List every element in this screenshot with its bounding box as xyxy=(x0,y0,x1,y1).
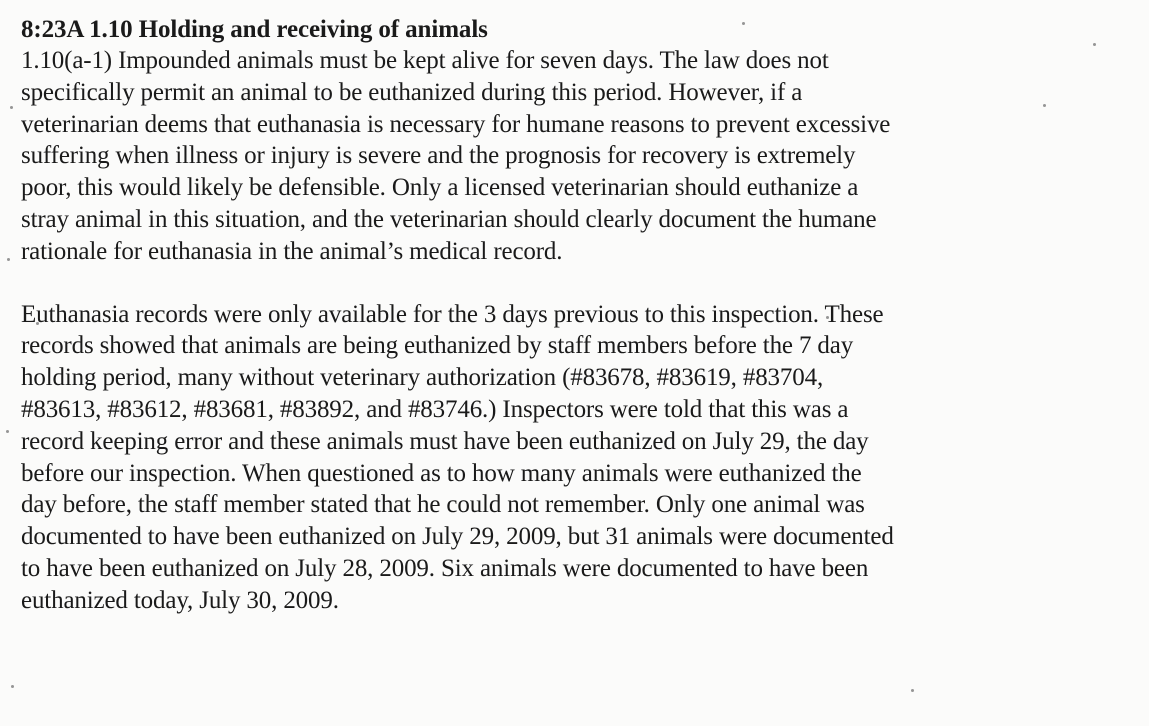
text-line: specifically permit an animal to be euthanized during this period. However, if a xyxy=(21,78,803,106)
text-line: documented to have been euthanized on July 29, 2009, but 31 animals were documented xyxy=(21,523,894,551)
text-line: records showed that animals are being euthanized by staff members before the 7 day xyxy=(21,332,854,360)
text-line: to have been euthanized on July 28, 2009. Six animals were documented to have been xyxy=(21,554,869,582)
scan-speck xyxy=(11,685,14,688)
text-line: stray animal in this situation, and the veterinarian should clearly document the humane xyxy=(21,205,877,233)
scan-speck xyxy=(7,258,10,261)
scan-speck xyxy=(911,689,914,692)
text-line: suffering when illness or injury is severe and the prognosis for recovery is extremely xyxy=(21,142,856,170)
text-line: poor, this would likely be defensible. Only a licensed veterinarian should euthanize a xyxy=(21,174,859,202)
paragraph-findings xyxy=(21,299,1139,617)
text-line: #83613, #83612, #83681, #83892, and #83746.) Inspectors were told that this was a xyxy=(21,395,849,423)
scan-speck xyxy=(10,106,13,109)
paragraph-regulation xyxy=(21,45,1139,268)
text-line: holding period, many without veterinary authorization (#83678, #83619, #83704, xyxy=(21,364,824,392)
text-line: before our inspection. When questioned as to how many animals were euthanized the xyxy=(21,459,862,487)
text-line: Euthanasia records were only available for the 3 days previous to this inspection. These xyxy=(21,300,884,328)
text-line: rationale for euthanasia in the animal’s medical record. xyxy=(21,237,563,265)
text-line: veterinarian deems that euthanasia is necessary for humane reasons to prevent excessive xyxy=(21,110,891,138)
text-line: record keeping error and these animals must have been euthanized on July 29, the day xyxy=(21,427,869,455)
section-heading: 8:23A 1.10 Holding and receiving of animals xyxy=(21,16,488,43)
text-line: day before, the staff member stated that he could not remember. Only one animal was xyxy=(21,491,865,519)
text-line: 1.10(a-1) Impounded animals must be kept alive for seven days. The law does not xyxy=(21,47,829,74)
document-body xyxy=(21,14,1139,617)
scan-speck xyxy=(6,430,9,433)
text-line: euthanized today, July 30, 2009. xyxy=(21,586,339,614)
